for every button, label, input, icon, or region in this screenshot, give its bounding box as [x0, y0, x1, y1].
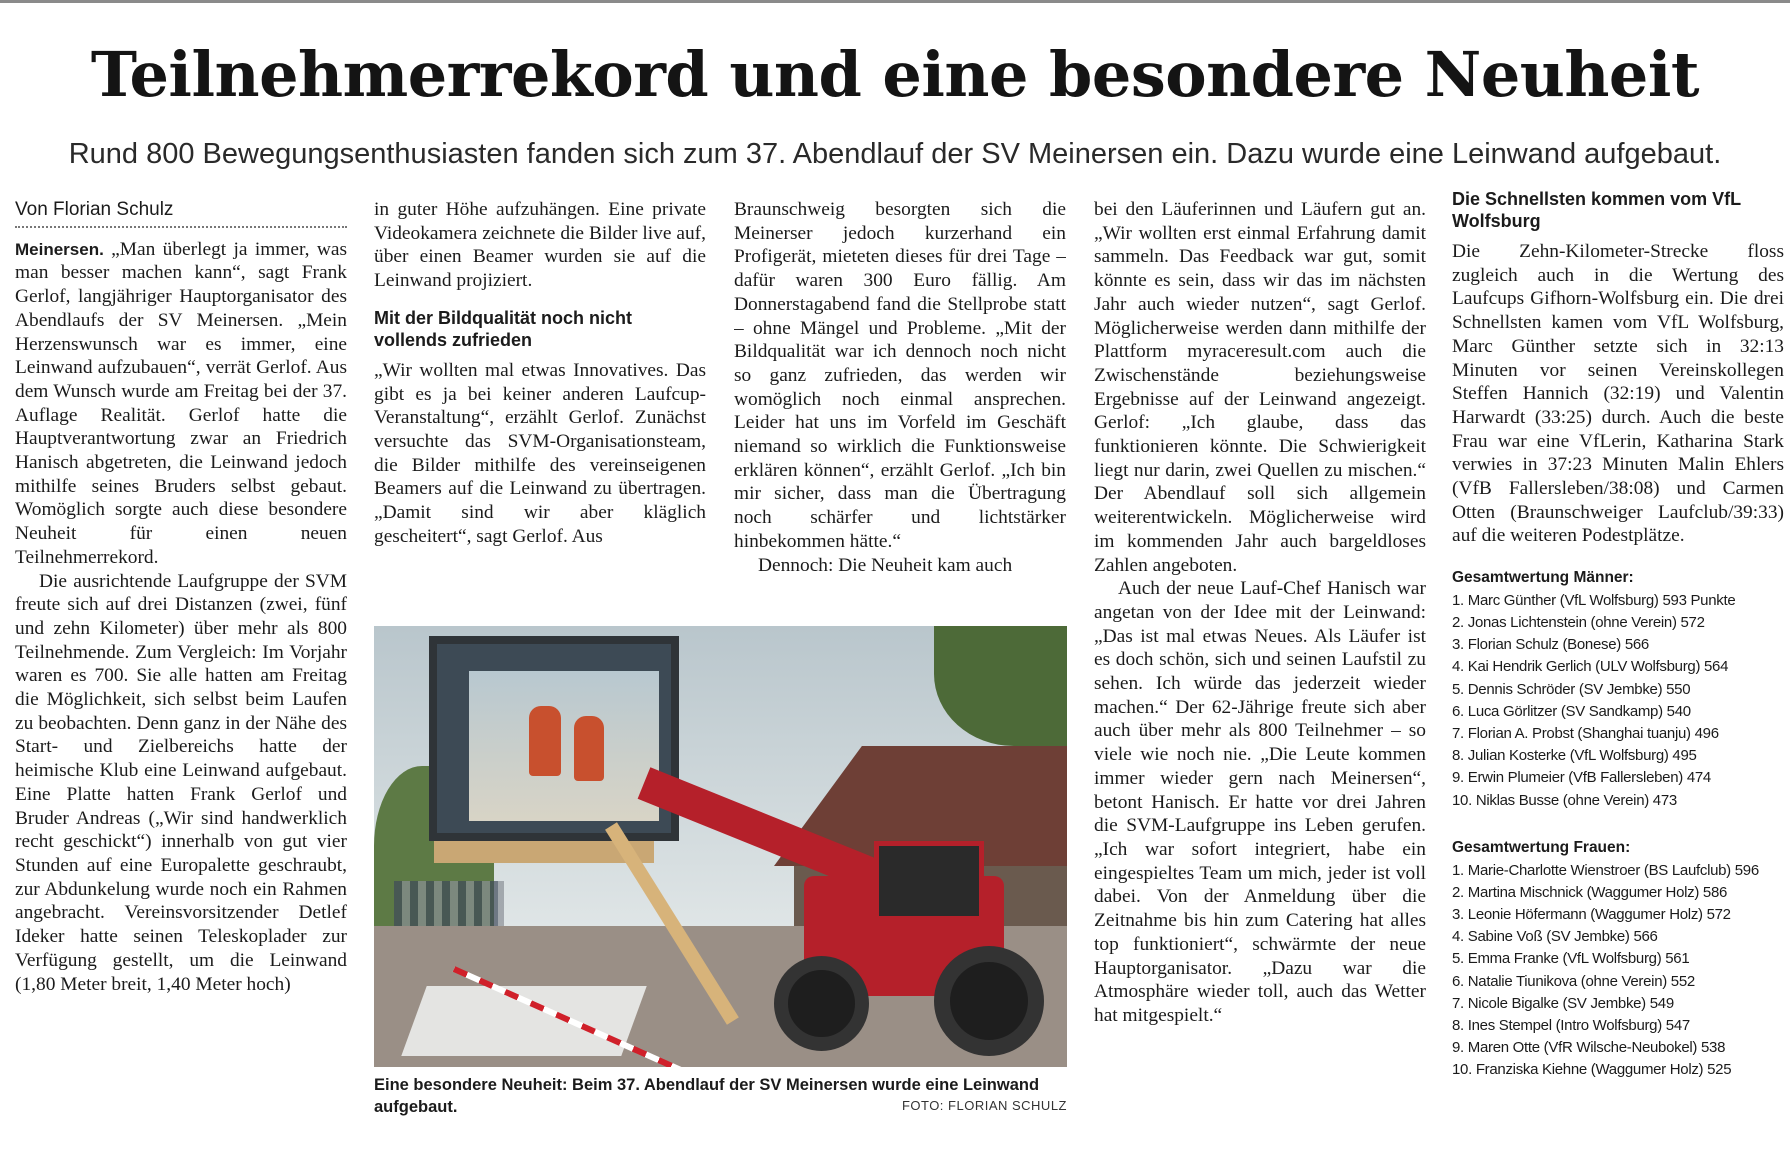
- results-men-title: Gesamtwertung Männer:: [1452, 569, 1634, 587]
- list-item: 3. Florian Schulz (Bonese) 566: [1452, 636, 1649, 654]
- headline: Teilnehmerrekord und eine besondere Neuheit: [90, 38, 1700, 111]
- paragraph-text: „Man überlegt ja immer, was man besser machen kann“, sagt Frank Gerlof, langjähriger Hauptorganisator des Abendlaufs der SV Meinersen. „Mein Herzenswunsch war es immer, eine Leinwand aufzubauen“, verrät Gerlof. Aus dem Wunsch wurde am Freitag bei der 37. Auflage Realität. Gerlof hatte die Hauptverantwortung zwar an Friedrich Hanisch abgetreten, die Leinwand jedoch mithilfe seines Bruders selbst gebaut. Womöglich sorgte auch diese besondere Neuheit für einen neuen Teilnehmerrekord.: [15, 238, 347, 568]
- list-item: 5. Emma Franke (VfL Wolfsburg) 561: [1452, 950, 1690, 968]
- list-item: 6. Natalie Tiunikova (ohne Verein) 552: [1452, 972, 1695, 990]
- list-item: 5. Dennis Schröder (SV Jembke) 550: [1452, 680, 1691, 698]
- photo-credit: FOTO: FLORIAN SCHULZ: [901, 1098, 1067, 1113]
- list-item: 4. Kai Hendrik Gerlich (ULV Wolfsburg) 564: [1452, 658, 1729, 676]
- spectators: [394, 881, 504, 926]
- paragraph: Braunschweig besorgten sich die Meinerser jedoch kurzerhand ein Profigerät, mieteten dieses für drei Tage – dafür waren 300 Euro fällig. Am Donnerstagabend fand die Stellprobe statt – ohne Mängel und Probleme. „Mit der Bildqualität war ich dennoch noch nicht so ganz zufrieden, das werden wir womöglich noch einmal ansprechen. Leider hat uns im Vorfeld im Geschäft niemand so wirklich die Funktionsweise erklären können“, erzählt Gerlof. „Ich bin mir sicher, dass man die Übertragung noch schärfer und lichtstärker hinbekommen hätte.“: [734, 199, 1066, 552]
- paragraph: „Wir wollten mal etwas Innovatives. Das gibt es ja bei keiner anderen Laufcup-Veranstaltung“, erzählt Gerlof. Zunächst versuchte das SVM-Organisationsteam, die Bilder mithilfe des vereinseigenen Beamers auf die Leinwand zu übertragen. „Damit sind wir aber kläglich gescheitert“, sagt Gerlof. Aus: [374, 359, 706, 547]
- list-item: 1. Marie-Charlotte Wienstroer (BS Laufclub) 596: [1452, 861, 1759, 879]
- subhead: Mit der Bildqualität noch nicht vollends zufrieden: [374, 307, 632, 350]
- list-item: 6. Luca Görlitzer (SV Sandkamp) 540: [1452, 702, 1691, 720]
- list-item: 7. Nicole Bigalke (SV Jembke) 549: [1452, 994, 1674, 1012]
- subheadline: Rund 800 Bewegungsenthusiasten fanden sich zum 37. Abendlauf der SV Meinersen ein. Dazu wurde eine Leinwand aufgebaut.: [68, 138, 1722, 170]
- results-men-list: [1452, 590, 1784, 812]
- runner-image: [529, 706, 561, 776]
- list-item: 2. Martina Mischnick (Waggumer Holz) 586: [1452, 883, 1728, 901]
- paragraph: Auch der neue Lauf-Chef Hanisch war angetan von der Idee mit der Leinwand: „Das ist mal etwas Neues. Als Läufer ist es doch schön, sich und seinen Laufstil zu sehen. Ich würde das jederzeit wieder machen.“ Der 62-Jährige freute sich aber auch über mehr als 800 Teilnehmer – so viele wie noch nie. „Die Leute kommen immer wieder gern nach Meinersen“, betont Hanisch. Er hatte vor drei Jahren die SVM-Laufgruppe ins Leben gerufen. „Ich war sofort integriert, habe ein eingespieltes Team um mich, jeder ist voll dabei. Von der Anmeldung über die Zeitnahme bis hin zum Catering hat alles top funktioniert“, schwärmte der neue Hauptorganisator. „Dazu war die Atmosphäre wieder toll, auch das Wetter hat mitgespielt.“: [1094, 578, 1426, 1026]
- list-item: 8. Julian Kosterke (VfL Wolfsburg) 495: [1452, 747, 1697, 765]
- loader-cab: [874, 841, 984, 921]
- paragraph: Dennoch: Die Neuheit kam auch: [758, 554, 1013, 576]
- paragraph: in guter Höhe aufzuhängen. Eine private Videokamera zeichnete die Bilder live auf, über einen Beamer wurden sie auf die Leinwand projiziert.: [374, 199, 706, 292]
- results-women-title: Gesamtwertung Frauen:: [1452, 838, 1631, 856]
- subhead: Die Schnellsten kommen vom VfL Wolfsburg: [1452, 189, 1741, 231]
- runner-image: [574, 716, 604, 781]
- top-rule: [0, 0, 1790, 3]
- dateline: Meinersen.: [15, 239, 104, 259]
- list-item: 10. Franziska Kiehne (Waggumer Holz) 525: [1452, 1061, 1732, 1079]
- list-item: 8. Ines Stempel (Intro Wolfsburg) 547: [1452, 1017, 1690, 1034]
- paragraph: [15, 238, 347, 570]
- wheel: [774, 956, 869, 1051]
- list-item: 4. Sabine Voß (SV Jembke) 566: [1452, 928, 1658, 946]
- column-5: [1452, 188, 1784, 1148]
- list-item: 7. Florian A. Probst (Shanghai tuanju) 496: [1452, 725, 1719, 743]
- list-item: 3. Leonie Höfermann (Waggumer Holz) 572: [1452, 905, 1731, 923]
- paragraph: Die ausrichtende Laufgruppe der SVM freute sich auf drei Distanzen (zwei, fünf und zehn Kilometer) über mehr als 800 Teilnehmende. Zum Vergleich: Im Vorjahr waren es 700. Sie alle hatten am Freitag die Möglichkeit, sich selbst beim Laufen zu beobachten. Denn ganz in der Nähe des Start- und Zielbereichs hatte der heimische Klub eine Leinwand aufgebaut. Eine Platte hatten Frank Gerlof und Bruder Andreas („Wir sind handwerklich recht geschickt“) innerhalb von gut vier Stunden auf eine Europalette geschraubt, zur Abdunkelung wurde noch ein Rahmen angebracht. Vereinsvorsitzender Detlef Ideker hatte seinen Teleskoplader zur Verfügung gestellt, um die Leinwand (1,80 Meter breit, 1,40 Meter hoch): [15, 570, 347, 995]
- list-item: 9. Erwin Plumeier (VfB Fallersleben) 474: [1452, 769, 1711, 787]
- results-women-list: [1452, 860, 1784, 1082]
- paragraph: bei den Läuferinnen und Läufern gut an. „Wir wollten erst einmal Erfahrung damit sammeln. Das Feedback war gut, somit könnte es sein, dass wir das im nächsten Jahr auch wieder nutzen“, sagt Gerlof. Möglicherweise werden dann mithilfe der Plattform myraceresult.com auch die Zwischenstände beziehungsweise Ergebnisse auf der Leinwand angezeigt. Gerlof: „Ich glaube, dass das funktionieren könnte. Die Schwierigkeit liegt nur darin, zwei Quellen zu mischen.“ Der Abendlauf soll sich allgemein weiterentwickeln. Möglicherweise wird im kommenden Jahr auch bargeldloses Zahlen angeboten.: [1094, 199, 1426, 576]
- projection-screen: [469, 671, 659, 821]
- wheel: [934, 946, 1044, 1056]
- column-1: [15, 198, 347, 1110]
- article-photo: [374, 626, 1067, 1067]
- list-item: 2. Jonas Lichtenstein (ohne Verein) 572: [1452, 614, 1705, 632]
- list-item: 1. Marc Günther (VfL Wolfsburg) 593 Punkte: [1452, 591, 1736, 609]
- column-4: [1094, 198, 1426, 1118]
- column-3: [734, 198, 1066, 623]
- list-item: 9. Maren Otte (VfR Wilsche-Neubokel) 538: [1452, 1039, 1726, 1057]
- photo-caption: Eine besondere Neuheit: Beim 37. Abendlauf der SV Meinersen wurde eine Leinwand aufgebaut.: [374, 1076, 1040, 1116]
- list-item: 10. Niklas Busse (ohne Verein) 473: [1452, 791, 1677, 809]
- column-2: [374, 198, 706, 623]
- paragraph: Die Zehn-Kilometer-Strecke floss zugleich auch in die Wertung des Laufcups Gifhorn-Wolfsburg ein. Die drei Schnellsten kamen vom VfL Wolfsburg, Marc Günther setzte sich in 32:13 Minuten vor seinen Vereinskollegen Steffen Hannich (32:19) und Valentin Harwardt (33:25) durch. Auch die beste Frau war eine VfLerin, Katharina Stark verwies in 37:23 Minuten Malin Ehlers (VfB Fallersleben/38:08) und Carmen Otten (Braunschweiger Laufclub/39:33) auf die weiteren Podestplätze.: [1452, 241, 1784, 547]
- byline: Von Florian Schulz: [15, 198, 347, 228]
